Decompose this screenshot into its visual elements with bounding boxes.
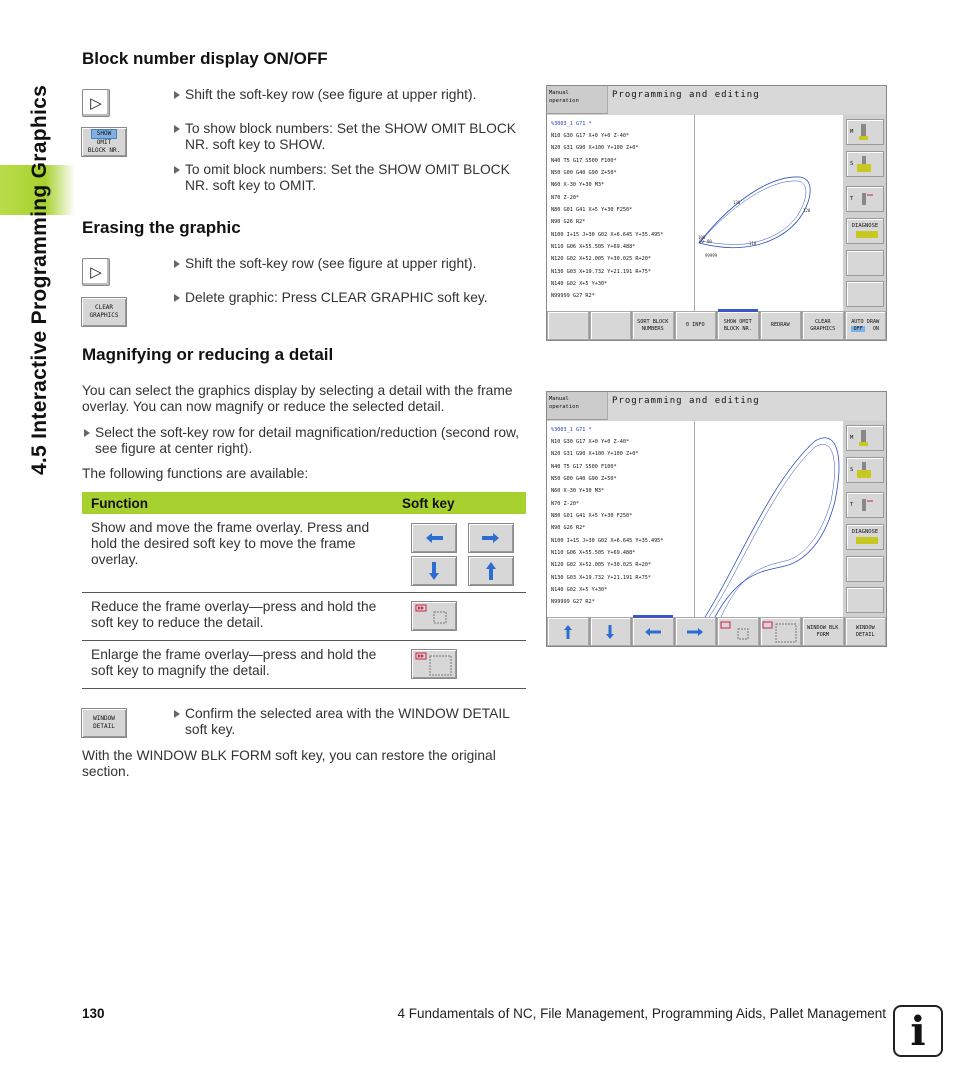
play-icon: ▷ bbox=[90, 95, 102, 112]
side-title: 4.5 Interactive Programming Graphics bbox=[28, 84, 51, 476]
program-line: N130 G03 X+19.732 Y+21.191 R+75* bbox=[551, 575, 651, 581]
program-line: N99999 G27 R2* bbox=[551, 293, 595, 299]
softkey-down[interactable] bbox=[590, 617, 632, 646]
softkey-row bbox=[547, 617, 886, 646]
arrow-down-icon bbox=[605, 624, 615, 640]
program-line: N110 G06 X+55.505 Y+69.488* bbox=[551, 550, 636, 556]
arrow-right-icon bbox=[481, 532, 501, 544]
header-softkey: Soft key bbox=[402, 495, 455, 511]
softkey-left[interactable] bbox=[632, 617, 674, 646]
table-header bbox=[82, 492, 526, 514]
softkey-label: WINDOW bbox=[93, 715, 115, 722]
arrow-down-icon bbox=[428, 561, 440, 581]
vertical-softkeys bbox=[843, 421, 886, 617]
magnify-intro: You can select the graphics display by selecting a detail with the frame overlay. You can now magnify or reduce the selected detail. bbox=[82, 383, 513, 414]
softkey-window-blk-form[interactable]: WINDOW BLK FORM bbox=[802, 617, 844, 646]
svg-text:80: 80 bbox=[699, 239, 704, 244]
softkey-blank[interactable] bbox=[846, 250, 884, 276]
mode-label: Manual operation bbox=[549, 396, 579, 410]
softkey-label-show: SHOW bbox=[91, 129, 117, 139]
softkey-enlarge[interactable] bbox=[760, 617, 802, 646]
arrow-up-icon bbox=[563, 624, 573, 640]
program-line: N70 Z-20* bbox=[551, 501, 580, 507]
softkey-redraw[interactable]: REDRAW bbox=[760, 311, 802, 340]
svg-text:90: 90 bbox=[707, 239, 712, 244]
program-line: N40 T5 G17 S500 F100* bbox=[551, 158, 617, 164]
program-line: N80 G01 G41 X+5 Y+30 F250* bbox=[551, 513, 633, 519]
reduce-frame-icon bbox=[414, 603, 454, 629]
functions-intro: The following functions are available: bbox=[82, 466, 309, 481]
program-line: N80 G01 G41 X+5 Y+30 F250* bbox=[551, 207, 633, 213]
restore-text: With the WINDOW BLK FORM soft key, you can restore the original section. bbox=[82, 748, 496, 779]
tool-change-icon bbox=[853, 495, 875, 515]
enlarge-frame-icon bbox=[762, 621, 798, 643]
graphics-window bbox=[695, 421, 843, 617]
table-row bbox=[82, 641, 526, 689]
program-line: N10 G30 G17 X+0 Y+0 Z-40* bbox=[551, 133, 630, 139]
program-line: N140 G02 X+5 Y+30* bbox=[551, 587, 608, 593]
program-line: N50 G00 G40 G90 Z+50* bbox=[551, 476, 617, 482]
program-line: N120 G02 X+52.005 Y+30.025 R+20* bbox=[551, 562, 651, 568]
softkey-window-detail[interactable] bbox=[81, 708, 127, 738]
screen-title: Programming and editing bbox=[607, 86, 886, 114]
program-line: N20 G31 G90 X+100 Y+100 Z+0* bbox=[551, 145, 639, 151]
softkey-diagnose[interactable]: DIAGNOSE bbox=[846, 524, 884, 550]
program-line: N140 G02 X+5 Y+30* bbox=[551, 281, 608, 287]
softkey-s[interactable]: S bbox=[846, 151, 884, 177]
program-line: %3003_1 G71 * bbox=[551, 427, 592, 433]
table-row bbox=[82, 593, 526, 641]
softkey-label: CLEAR bbox=[94, 304, 114, 311]
step-confirm-window: Confirm the selected area with the WINDOW DETAIL soft key. bbox=[172, 706, 527, 738]
softkey-m[interactable]: M bbox=[846, 425, 884, 451]
program-line: N130 G03 X+19.732 Y+21.191 R+75* bbox=[551, 269, 651, 275]
program-line: N20 G31 G90 X+100 Y+100 Z+0* bbox=[551, 451, 639, 457]
softkey-up[interactable] bbox=[547, 617, 589, 646]
program-line: N100 I+15 J+30 G02 X+6.645 Y+35.495* bbox=[551, 232, 664, 238]
softkey-s[interactable]: S bbox=[846, 457, 884, 483]
program-listing bbox=[547, 115, 695, 311]
program-line: N50 G00 G40 G90 Z+50* bbox=[551, 170, 617, 176]
softkey-blank[interactable] bbox=[846, 587, 884, 613]
step-select-row: Select the soft-key row for detail magnification/reduction (second row, see figure at center right). bbox=[82, 425, 522, 457]
row-text: Reduce the frame overlay—press and hold the soft key to reduce the detail. bbox=[91, 599, 377, 630]
program-line: N110 G06 X+55.505 Y+69.488* bbox=[551, 244, 636, 250]
row-text: Show and move the frame overlay. Press and hold the desired soft key to move the frame overlay. bbox=[91, 520, 370, 567]
softkey-blank[interactable] bbox=[590, 311, 632, 340]
program-listing bbox=[547, 421, 695, 617]
page-number: 130 bbox=[82, 1006, 105, 1021]
program-line: N90 G26 R2* bbox=[551, 219, 586, 225]
next-row-key-2[interactable] bbox=[82, 258, 110, 286]
svg-text:100: 100 bbox=[698, 235, 706, 240]
softkey-blank[interactable] bbox=[846, 281, 884, 307]
program-line: N100 I+15 J+30 G02 X+6.645 Y+35.495* bbox=[551, 538, 664, 544]
program-line: N10 G30 G17 X+0 Y+0 Z-40* bbox=[551, 439, 630, 445]
heading-magnify: Magnifying or reducing a detail bbox=[82, 345, 334, 364]
program-line: N90 G26 R2* bbox=[551, 525, 586, 531]
mode-label: Manual operation bbox=[549, 90, 579, 104]
program-line: N120 G02 X+52.005 Y+30.025 R+20* bbox=[551, 256, 651, 262]
left-arrow-softkey[interactable] bbox=[411, 523, 457, 553]
spindle-icon bbox=[853, 154, 875, 174]
softkey-blank[interactable] bbox=[547, 311, 589, 340]
softkey-show-omit[interactable] bbox=[81, 127, 127, 157]
step-shift-row-1: Shift the soft-key row (see figure at upper right). bbox=[172, 87, 522, 103]
zoomed-contour-graphic bbox=[695, 421, 843, 617]
softkey-diagnose[interactable]: DIAGNOSE bbox=[846, 218, 884, 244]
arrow-left-icon bbox=[424, 532, 444, 544]
tool-icon bbox=[853, 428, 875, 448]
program-line: %3003_1 G71 * bbox=[551, 121, 592, 127]
step-show-blocks: To show block numbers: Set the SHOW OMIT BLOCK NR. soft key to SHOW. bbox=[172, 121, 527, 153]
svg-text:120: 120 bbox=[803, 208, 811, 213]
step-shift-row-2: Shift the soft-key row (see figure at upper right). bbox=[172, 256, 522, 272]
diagnose-icon bbox=[850, 229, 880, 239]
softkey-window-detail-screen[interactable]: WINDOW DETAIL bbox=[845, 617, 887, 646]
right-arrow-softkey[interactable] bbox=[468, 523, 514, 553]
step-delete-graphic: Delete graphic: Press CLEAR GRAPHIC soft key. bbox=[172, 290, 522, 306]
info-icon: i bbox=[893, 1005, 943, 1057]
softkey-right[interactable] bbox=[675, 617, 717, 646]
enlarge-frame-softkey[interactable] bbox=[411, 649, 457, 679]
diagnose-icon bbox=[850, 535, 880, 545]
softkey-show-omit-screen[interactable]: SHOW OMIT BLOCK NR. bbox=[717, 311, 759, 340]
softkey-info[interactable]: 0 INFO bbox=[675, 311, 717, 340]
functions-table bbox=[82, 492, 526, 689]
softkey-label: DETAIL bbox=[93, 723, 115, 730]
row-text: Enlarge the frame overlay—press and hold the soft key to magnify the detail. bbox=[91, 647, 377, 678]
up-arrow-softkey[interactable] bbox=[468, 556, 514, 586]
step-omit-blocks: To omit block numbers: Set the SHOW OMIT BLOCK NR. soft key to OMIT. bbox=[172, 162, 527, 194]
softkey-auto-draw[interactable]: AUTO DRAW OFF ON bbox=[845, 311, 887, 340]
program-line: N99999 G27 R2* bbox=[551, 599, 595, 605]
arrow-left-icon bbox=[644, 627, 662, 637]
svg-text:130: 130 bbox=[733, 200, 741, 205]
contour-graphic bbox=[695, 115, 843, 311]
header-function: Function bbox=[91, 495, 148, 511]
softkey-sort-block[interactable]: SORT BLOCK NUMBERS bbox=[632, 311, 674, 340]
softkey-clear-graphics[interactable] bbox=[81, 297, 127, 327]
screen-title: Programming and editing bbox=[607, 392, 886, 420]
reduce-frame-icon bbox=[720, 621, 756, 643]
next-row-key[interactable] bbox=[82, 89, 110, 117]
softkey-label-omit: OMIT bbox=[96, 139, 112, 146]
enlarge-frame-icon bbox=[414, 651, 454, 677]
heading-erasing: Erasing the graphic bbox=[82, 218, 241, 237]
chapter-footer: 4 Fundamentals of NC, File Management, Programming Aids, Pallet Management bbox=[397, 1006, 886, 1021]
screen-figure-2 bbox=[546, 391, 887, 647]
graphics-window bbox=[695, 115, 843, 311]
softkey-blank[interactable] bbox=[846, 556, 884, 582]
svg-text:110: 110 bbox=[749, 241, 757, 246]
softkey-clear-graphics-screen[interactable]: CLEAR GRAPHICS bbox=[802, 311, 844, 340]
spindle-icon bbox=[853, 460, 875, 480]
down-arrow-softkey[interactable] bbox=[411, 556, 457, 586]
softkey-m[interactable]: M bbox=[846, 119, 884, 145]
arrow-up-icon bbox=[485, 561, 497, 581]
program-line: N60 X-30 Y+30 M3* bbox=[551, 488, 605, 494]
vertical-softkeys bbox=[843, 115, 886, 311]
tool-change-icon bbox=[853, 189, 875, 209]
softkey-t[interactable]: T bbox=[846, 186, 884, 212]
play-icon: ▷ bbox=[90, 264, 102, 281]
program-line: N70 Z-20* bbox=[551, 195, 580, 201]
softkey-reduce[interactable] bbox=[717, 617, 759, 646]
softkey-label: GRAPHICS bbox=[89, 312, 119, 319]
program-line: N40 T5 G17 S500 F100* bbox=[551, 464, 617, 470]
screen-header bbox=[547, 86, 886, 114]
screen-figure-1 bbox=[546, 85, 887, 341]
reduce-frame-softkey[interactable] bbox=[411, 601, 457, 631]
screen-header bbox=[547, 392, 886, 420]
tool-icon bbox=[853, 122, 875, 142]
softkey-label-blocknr: BLOCK NR. bbox=[87, 147, 121, 154]
table-row bbox=[82, 514, 526, 593]
softkey-t[interactable]: T bbox=[846, 492, 884, 518]
softkey-row bbox=[547, 311, 886, 340]
arrow-right-icon bbox=[686, 627, 704, 637]
svg-text:99999: 99999 bbox=[705, 253, 718, 258]
heading-block-display: Block number display ON/OFF bbox=[82, 49, 328, 68]
program-line: N60 X-30 Y+30 M3* bbox=[551, 182, 605, 188]
